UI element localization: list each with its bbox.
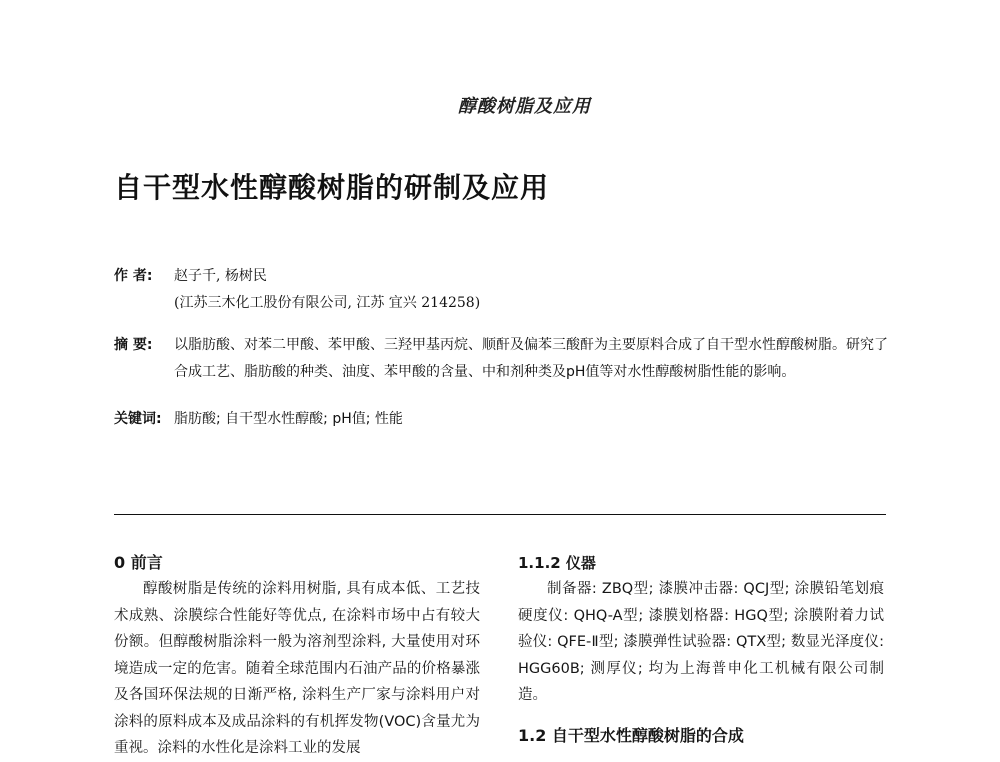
affiliation: (江苏三木化工股份有限公司, 江苏 宜兴 214258) [174, 295, 481, 311]
section-header: 醇酸树脂及应用 [458, 96, 591, 117]
spacer [518, 709, 884, 723]
authors-label: 作 者: [114, 268, 153, 284]
section-divider [114, 514, 886, 515]
preface-paragraph: 醇酸树脂是传统的涂料用树脂, 具有成本低、工艺技术成熟、涂膜综合性能好等优点, 在涂料市场中占有较大份额。但醇酸树脂涂料一般为溶剂型涂料, 大量使用对环境造成一定的危害。随着全球范围内石油产品的价格暴涨及各国环保法规的日渐严格, 涂料生产厂家与涂料用户对涂料的原料成本及成品涂料的有机挥发物(VOC)含量尤为重视。涂料的水性化是涂料工业的发展 [114, 581, 480, 756]
subsection-heading-instruments: 1.1.2 仪器 [518, 554, 596, 572]
right-column [518, 550, 884, 749]
article-title: 自干型水性醇酸树脂的研制及应用 [114, 171, 550, 204]
keywords: 脂肪酸; 自干型水性醇酸; pH值; 性能 [174, 411, 403, 427]
authors: 赵子千, 杨树民 [174, 268, 267, 284]
section-heading-preface: 0 前言 [114, 553, 163, 572]
subsection-heading-synthesis: 1.2 自干型水性醇酸树脂的合成 [518, 725, 744, 745]
instruments-paragraph: 制备器: ZBQ型; 漆膜冲击器: QCJ型; 涂膜铅笔划痕硬度仪: QHQ-A型; 漆膜划格器: HGQ型; 涂膜附着力试验仪: QFE-Ⅱ型; 漆膜弹性试验器: QTX型; 数显光泽度仪: HGG60B; 测厚仪; 均为上海普申化工机械有限公司制造。 [518, 581, 884, 703]
left-column [114, 550, 480, 762]
abstract-label: 摘 要: [114, 337, 153, 353]
keywords-label: 关键词: [114, 411, 162, 427]
abstract-text: 以脂肪酸、对苯二甲酸、苯甲酸、三羟甲基丙烷、顺酐及偏苯三酸酐为主要原料合成了自干型水性醇酸树脂。研究了合成工艺、脂肪酸的种类、油度、苯甲酸的含量、中和剂种类及pH值等对水性醇酸树脂性能的影响。 [174, 337, 888, 380]
